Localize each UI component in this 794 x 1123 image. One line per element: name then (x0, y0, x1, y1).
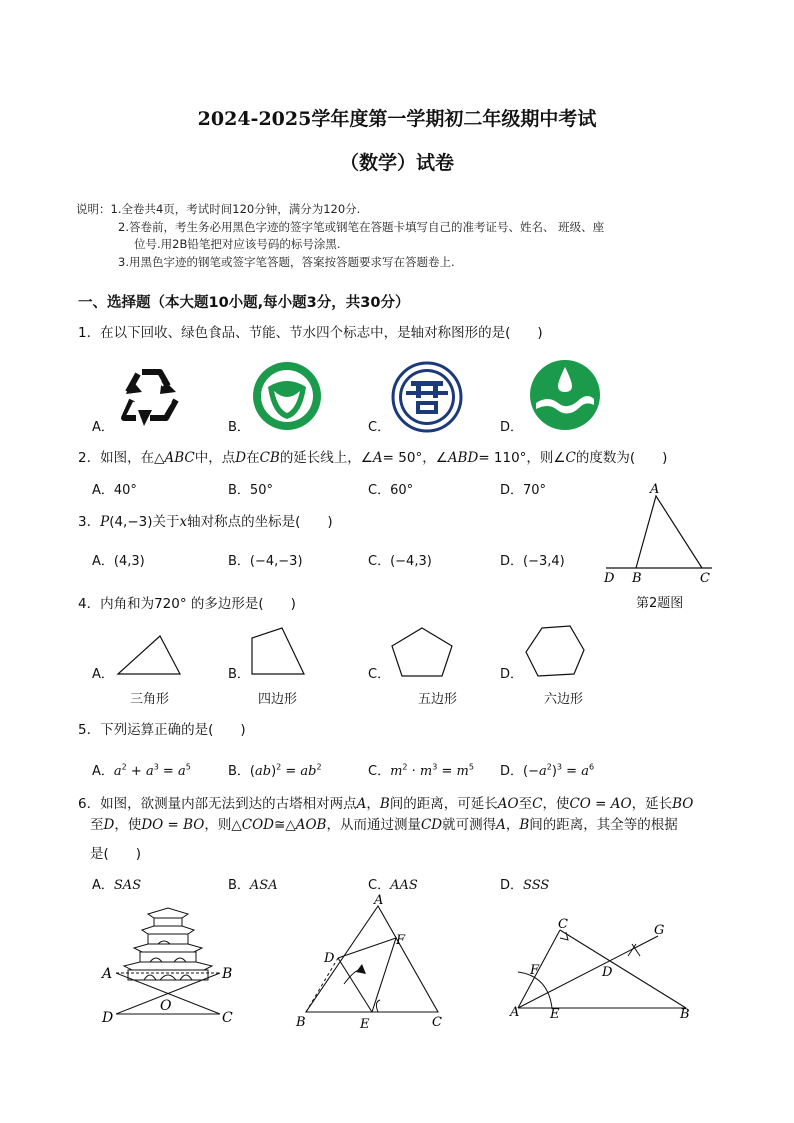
q2-label-a: A (650, 482, 660, 497)
q3-text-tail: 轴对称点的坐标是( ) (187, 514, 333, 530)
q2-text-m: 的度数为( ) (575, 450, 668, 466)
svg-text:B: B (296, 1015, 306, 1030)
q5-option-a: A．$a^2 + a^3 = a^5$ (92, 762, 191, 779)
q6-text-2f: 就可测得 (442, 817, 497, 833)
q2-option-a: A．40° (92, 483, 137, 498)
pentagon-shape (390, 626, 454, 678)
q6-value-b: ASA (249, 878, 278, 893)
q1-option-a: A． (92, 420, 114, 435)
q6-text-1e: ，使 (542, 796, 570, 812)
q2-option-c: C．60° (368, 483, 414, 498)
svg-text:D: D (602, 965, 613, 980)
q6-text-2h: 间的距离，其全等的根据 (529, 817, 678, 833)
section-heading: 一、选择题（本大题10小题,每小题3分，共30分） (78, 295, 410, 311)
q6-text-1f: ，延长 (631, 796, 673, 812)
q4-option-b: B． (228, 667, 250, 682)
q2-text-d: D (235, 450, 247, 466)
question-2-text (78, 446, 667, 466)
q2-text-i: = 50°，∠ (382, 450, 448, 466)
q4-option-a: A． (92, 667, 114, 682)
q4-caption-triangle: 三角形 (130, 692, 170, 707)
note-line-2: 2.答卷前，考生务必用黑色字迹的签字笔或钢笔在答题卡填写自己的准考证号、姓名、 班级、座 (118, 220, 605, 234)
q5-option-c: C．$m^2 \cdot m^3 = m^5$ (368, 762, 474, 779)
q3-option-c: C．(−4,3) (368, 554, 432, 569)
question-6-line-1: 6．如图，欲测量内部无法到达的古塔相对两点A，B间的距离，可延长AO至C，使CO = AO，延长BO (78, 796, 694, 812)
question-4-text: 4．内角和为720° 的多边形是( ) (78, 596, 296, 612)
question-6-line-3: 是( ) (90, 846, 142, 862)
q6-text-2g: ， (505, 817, 520, 833)
q5-option-b: B．$(ab)^2 = ab^2$ (228, 762, 322, 779)
green-food-icon (250, 361, 324, 431)
q6-label-b: B． (228, 878, 250, 893)
q2-text-g: 的延长线上，∠ (279, 450, 373, 466)
q3-coord: (4,−3) (109, 514, 153, 530)
exam-title: 2024-2025学年度第一学期初二年级期中考试 (197, 108, 597, 130)
q6-option-b (228, 874, 278, 893)
q6-text-1a: 6．如图，欲测量内部无法到达的古塔相对两点 (78, 796, 357, 812)
q5-label-b: B． (228, 764, 250, 779)
svg-text:D: D (324, 951, 335, 966)
q6-value-c: AAS (390, 878, 418, 893)
q6-text-2e: ，从而通过测量 (326, 817, 421, 833)
q1-option-b: B． (228, 420, 250, 435)
svg-text:F: F (396, 933, 406, 948)
q2-text-h: A (372, 450, 383, 466)
q2-text-b: ABC (164, 450, 195, 466)
q3-number: 3． (78, 514, 101, 530)
svg-text:E: E (360, 1017, 370, 1032)
q2-text-j: ABD (447, 450, 479, 466)
angle-bisector-figure (504, 916, 694, 1026)
q6-label-c: C． (368, 878, 391, 893)
svg-text:C: C (558, 917, 568, 932)
q6-option-d (500, 874, 549, 893)
q4-caption-pentagon: 五边形 (418, 692, 458, 707)
q4-caption-hexagon: 六边形 (544, 692, 584, 707)
q3-text-x: x (179, 514, 188, 530)
q6-value-d: SSS (523, 878, 550, 893)
q5-option-d: D．$(-a^2)^3 = a^6$ (500, 762, 595, 779)
q6-text-1c: 间的距离，可延长 (389, 796, 498, 812)
q3-text-rest: 关于 (152, 514, 180, 530)
q2-label-c: C (700, 571, 710, 586)
q2-text-k: = 110°，则∠ (478, 450, 566, 466)
svg-text:A: A (510, 1005, 520, 1020)
svg-text:O: O (160, 998, 172, 1014)
q6-text-1b: ， (366, 796, 380, 812)
svg-text:D: D (102, 1010, 114, 1026)
q1-option-d: D． (500, 420, 524, 435)
note-line-4: 3.用黑色字迹的钢笔或签字笔答题，答案按答题要求写在答题卷上. (118, 255, 455, 269)
q6-text-2b: ，使 (114, 817, 142, 833)
svg-text:E: E (550, 1007, 560, 1022)
question-5-text: 5．下列运算正确的是( ) (78, 722, 246, 738)
svg-text:F: F (530, 963, 540, 978)
q2-text-a: 2．如图，在△ (78, 450, 165, 466)
q5-label-c: C． (368, 764, 391, 779)
q2-text-l: C (565, 450, 576, 466)
q6-option-a (92, 874, 141, 893)
question-1-text: 1．在以下回收、绿色食品、节能、节水四个标志中，是轴对称图形的是( ) (78, 325, 543, 341)
q2-text-e: 在 (246, 450, 260, 466)
svg-text:C: C (222, 1010, 233, 1026)
q3-option-d: D．(−3,4) (500, 554, 565, 569)
q2-label-d: D (604, 571, 615, 586)
svg-text:G: G (654, 923, 665, 938)
q4-caption-quadrilateral: 四边形 (258, 692, 298, 707)
q2-text-f: CB (259, 450, 280, 466)
q6-text-1d: 至 (518, 796, 533, 812)
q6-text-2d: ≅△ (274, 817, 296, 833)
q5-label-a: A． (92, 764, 114, 779)
note-line-1: 说明：1.全卷共4页，考试时间120分钟，满分为120分. (76, 202, 361, 216)
q2-option-b: B．50° (228, 483, 273, 498)
q6-option-c (368, 874, 418, 893)
q3-option-b: B．(−4,−3) (228, 554, 303, 569)
q6-text-2c: ，则△ (204, 817, 242, 833)
energy-saving-icon (390, 361, 464, 433)
q6-label-a: A． (92, 878, 114, 893)
hexagon-shape (524, 624, 586, 678)
svg-text:B: B (680, 1007, 690, 1022)
question-3-text (78, 510, 333, 530)
folded-triangle-figure (292, 892, 452, 1032)
svg-text:C: C (432, 1015, 442, 1030)
q6-text-2a: 至 (90, 817, 104, 833)
svg-text:B: B (222, 966, 233, 982)
q2-triangle-figure (596, 480, 726, 588)
q2-text-c: 中，点 (194, 450, 236, 466)
q2-figure-caption: 第2题图 (636, 596, 684, 611)
q2-label-b: B (632, 571, 642, 586)
q6-value-a: SAS (113, 878, 142, 893)
q2-option-d: D．70° (500, 483, 547, 498)
svg-text:A: A (374, 893, 384, 908)
exam-subtitle: （数学）试卷 (339, 152, 454, 174)
q4-option-d: D． (500, 667, 524, 682)
q5-label-d: D． (500, 764, 524, 779)
q6-label-d: D． (500, 878, 524, 893)
recycle-icon (116, 366, 186, 428)
note-line-3: 位号.用2B铅笔把对应该号码的标号涂黑. (134, 237, 341, 251)
q3-option-a: A．(4,3) (92, 554, 145, 569)
pagoda-figure (98, 906, 238, 1030)
q3-point-p: P (100, 514, 110, 530)
question-6-line-2: 至D，使DO = BO，则△COD≅△AOB，从而通过测量CD就可测得A，B间的距离，其全等的根据 (90, 817, 678, 833)
q1-option-c: C． (368, 420, 391, 435)
svg-text:A: A (102, 966, 113, 982)
quadrilateral-shape (248, 626, 308, 676)
q4-option-c: C． (368, 667, 391, 682)
triangle-shape (116, 634, 182, 676)
water-saving-icon (528, 359, 602, 431)
